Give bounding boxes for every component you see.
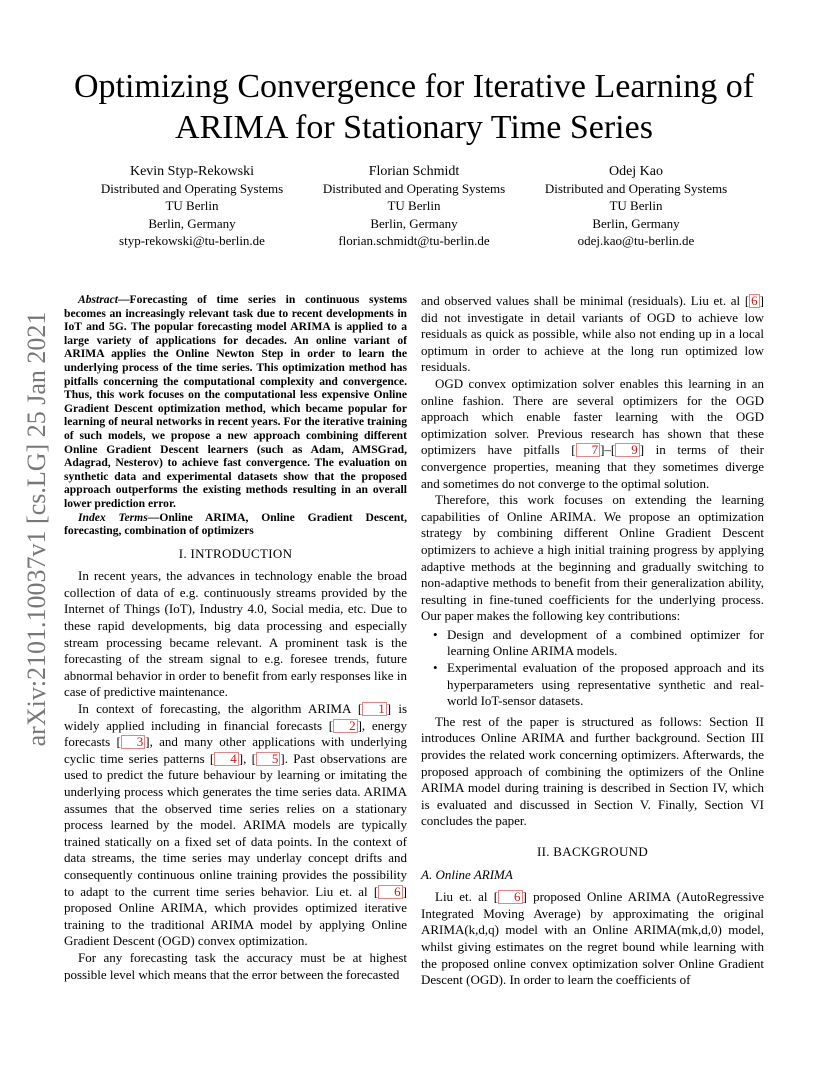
citation-link[interactable]: 4 xyxy=(214,752,239,766)
author-name: Florian Schmidt xyxy=(368,164,460,179)
paragraph-approach: Therefore, this work focuses on extending the learning capabilities of Online ARIMA. We propose an optimization strategy by combining different Online Gradient Descent optimizers to achieve a high initial training progress by applying adaptive methods at the beginning and gradually switching to non-adaptive methods to benefit from their generalization ability, resulting in fine-tuned coefficients for the underlying process. Our paper makes the following key contributions: xyxy=(421,492,764,624)
intro-paragraph-3: For any forecasting task the accuracy must be at highest possible level which means that the error between the forecasted xyxy=(64,949,407,982)
citation-link[interactable]: 9 xyxy=(615,443,640,457)
author-block-1 xyxy=(77,163,307,249)
title-line-1: Optimizing Convergence for Iterative Learning of xyxy=(73,68,755,105)
paragraph-ogd: OGD convex optimization solver enables this learning in an online fashion. There are several optimizers for the OGD approach which enable faster learning with the OGD optimization solver. Previous research has shown that these optimizers have pitfalls [ 7 ]–[ 9 ] in terms of their convergence properties, meaning that they sometimes diverge and sometimes do not converge to the optimal solution. xyxy=(421,375,764,491)
author-block-3 xyxy=(521,163,751,249)
author-location: Berlin, Germany xyxy=(592,215,680,231)
author-org: TU Berlin xyxy=(165,198,219,214)
paragraph-residuals: and observed values shall be minimal (residuals). Liu et. al [ 6 ] did not investigate in detail variants of OGD to achieve low residuals as quick as possible, while also not ending up in a local optimum in order to achieve at the long run optimized low residuals. xyxy=(421,293,764,375)
author-location: Berlin, Germany xyxy=(148,215,236,231)
section-heading-background: II. BACKGROUND xyxy=(536,844,649,859)
intro-paragraph-1: In recent years, the advances in technology enable the broad collection of data of e.g. continuously streams provided by the Internet of Things (IoT), Industry 4.0, Social media, etc. Due to these rapid developments, big data processing and especially stream processing became relevant. A prominent task is the forecasting of the stream signal to e.g. foresee trends, future abnormal behavior in order to benefit from early responses like in case of predictive maintenance. xyxy=(64,568,407,700)
abstract-text: —Forecasting of time series in continuous systems becomes an increasingly relevant task due to recent developments in IoT and 5G. The popular forecasting model ARIMA is applied to a large variety of applications for decades. An online variant of ARIMA applies the Online Newton Step in order to learn the underlying process of the time series. This optimization method has pitfalls concerning the computational complexity and convergence. Thus, this work focuses on the computational less expensive Online Gradient Descent optimization method, which became popular for learning of neural networks in recent years. For the iterative training of such models, we propose a new approach combining different Online Gradient Descent learners (such as Adam, AMSGrad, Adagrad, Nesterov) to achieve fast convergence. The evaluation on synthetic data and experimental datasets show that the proposed approach outperforms the existing methods resulting in an overall lower prediction error. xyxy=(64,293,407,510)
author-block-2 xyxy=(299,163,529,249)
citation-link[interactable]: 6 xyxy=(498,890,523,904)
author-email: florian.schmidt@tu-berlin.de xyxy=(338,232,490,248)
left-column xyxy=(64,293,407,983)
author-email: styp-rekowski@tu-berlin.de xyxy=(119,232,265,248)
right-column xyxy=(421,293,764,989)
section-heading-introduction: I. INTRODUCTION xyxy=(178,545,293,561)
citation-link[interactable]: 5 xyxy=(256,752,281,766)
intro-paragraph-2: In context of forecasting, the algorithm ARIMA [ 1 ] is widely applied including in financial forecasts [ 2 ], energy forecasts [ 3 ], and many other applications with underlying cyclic time series patterns [ 4 ], [ 5 ]. Past observations are used to predict the future behaviour by learning or imitating the underlying process which generates the time series data. ARIMA assumes that the observed time series relies on a stationary process learned by the model. ARIMA models are typically trained statically on a fixed set of data points. In the context of data streams, the time series may underlay concept drifts and consequently continuous online training provides the possibility to adapt to the current time series behavior. Liu et. al [ 6 ] proposed Online ARIMA, which provides optimized iterative training to the traditional ARIMA model by applying Online Gradient Descent (OGD) convex optimization. xyxy=(64,701,407,949)
author-org: TU Berlin xyxy=(387,198,441,214)
abstract-label: Abstract xyxy=(78,293,118,306)
author-dept: Distributed and Operating Systems xyxy=(544,181,728,197)
arxiv-identifier[interactable]: arXiv:2101.10037v1 [cs.LG] 25 Jan 2021 xyxy=(22,311,51,747)
list-item: • Experimental evaluation of the proposed approach and its hyperparameters using representative synthetic and real-world IoT-sensor datasets. xyxy=(447,660,764,710)
index-terms-text: —Online ARIMA, Online Gradient Descent, forecasting, combination of optimizers xyxy=(64,510,407,538)
contribution-list xyxy=(421,627,764,710)
paper-title xyxy=(40,66,788,148)
author-org: TU Berlin xyxy=(609,198,663,214)
paragraph-online-arima: Liu et. al [ 6 ] proposed Online ARIMA (AutoRegressive Integrated Moving Average) by approximating the original ARIMA(k,d,q) model with an Online ARIMA(mk,d,0) model, whilst giving estimates on the regret bound while learning with the proposed online convex optimization solver Online Gradient Descent (OGD). In order to learn the coefficients of xyxy=(421,889,764,988)
list-item: • Design and development of a combined optimizer for learning Online ARIMA models. xyxy=(447,627,764,660)
citation-link[interactable]: 1 xyxy=(362,702,387,716)
index-terms-label: Index Terms xyxy=(78,510,148,524)
paragraph-structure: The rest of the paper is structured as follows: Section II introduces Online ARIMA and further background. Section III provides the related work concerning optimizers. Afterwards, the proposed approach of combining the optimizers of the Online ARIMA model during training is described in Section IV, which is evaluated and discussed in Section V. Finally, Section VI concludes the paper. xyxy=(421,713,764,829)
author-dept: Distributed and Operating Systems xyxy=(100,181,284,197)
title-line-2: ARIMA for Stationary Time Series xyxy=(175,109,653,146)
author-name: Odej Kao xyxy=(608,164,664,179)
author-location: Berlin, Germany xyxy=(370,215,458,231)
subsection-heading-online-arima: A. Online ARIMA xyxy=(421,866,513,882)
author-email: odej.kao@tu-berlin.de xyxy=(577,232,695,248)
citation-link[interactable]: 3 xyxy=(121,735,146,749)
citation-link[interactable]: 7 xyxy=(576,443,601,457)
citation-link[interactable]: 6 xyxy=(751,293,758,308)
abstract xyxy=(64,293,407,538)
citation-link[interactable]: 6 xyxy=(378,885,403,899)
citation-link[interactable]: 2 xyxy=(333,719,358,733)
author-name: Kevin Styp-Rekowski xyxy=(129,164,255,179)
author-dept: Distributed and Operating Systems xyxy=(322,181,506,197)
